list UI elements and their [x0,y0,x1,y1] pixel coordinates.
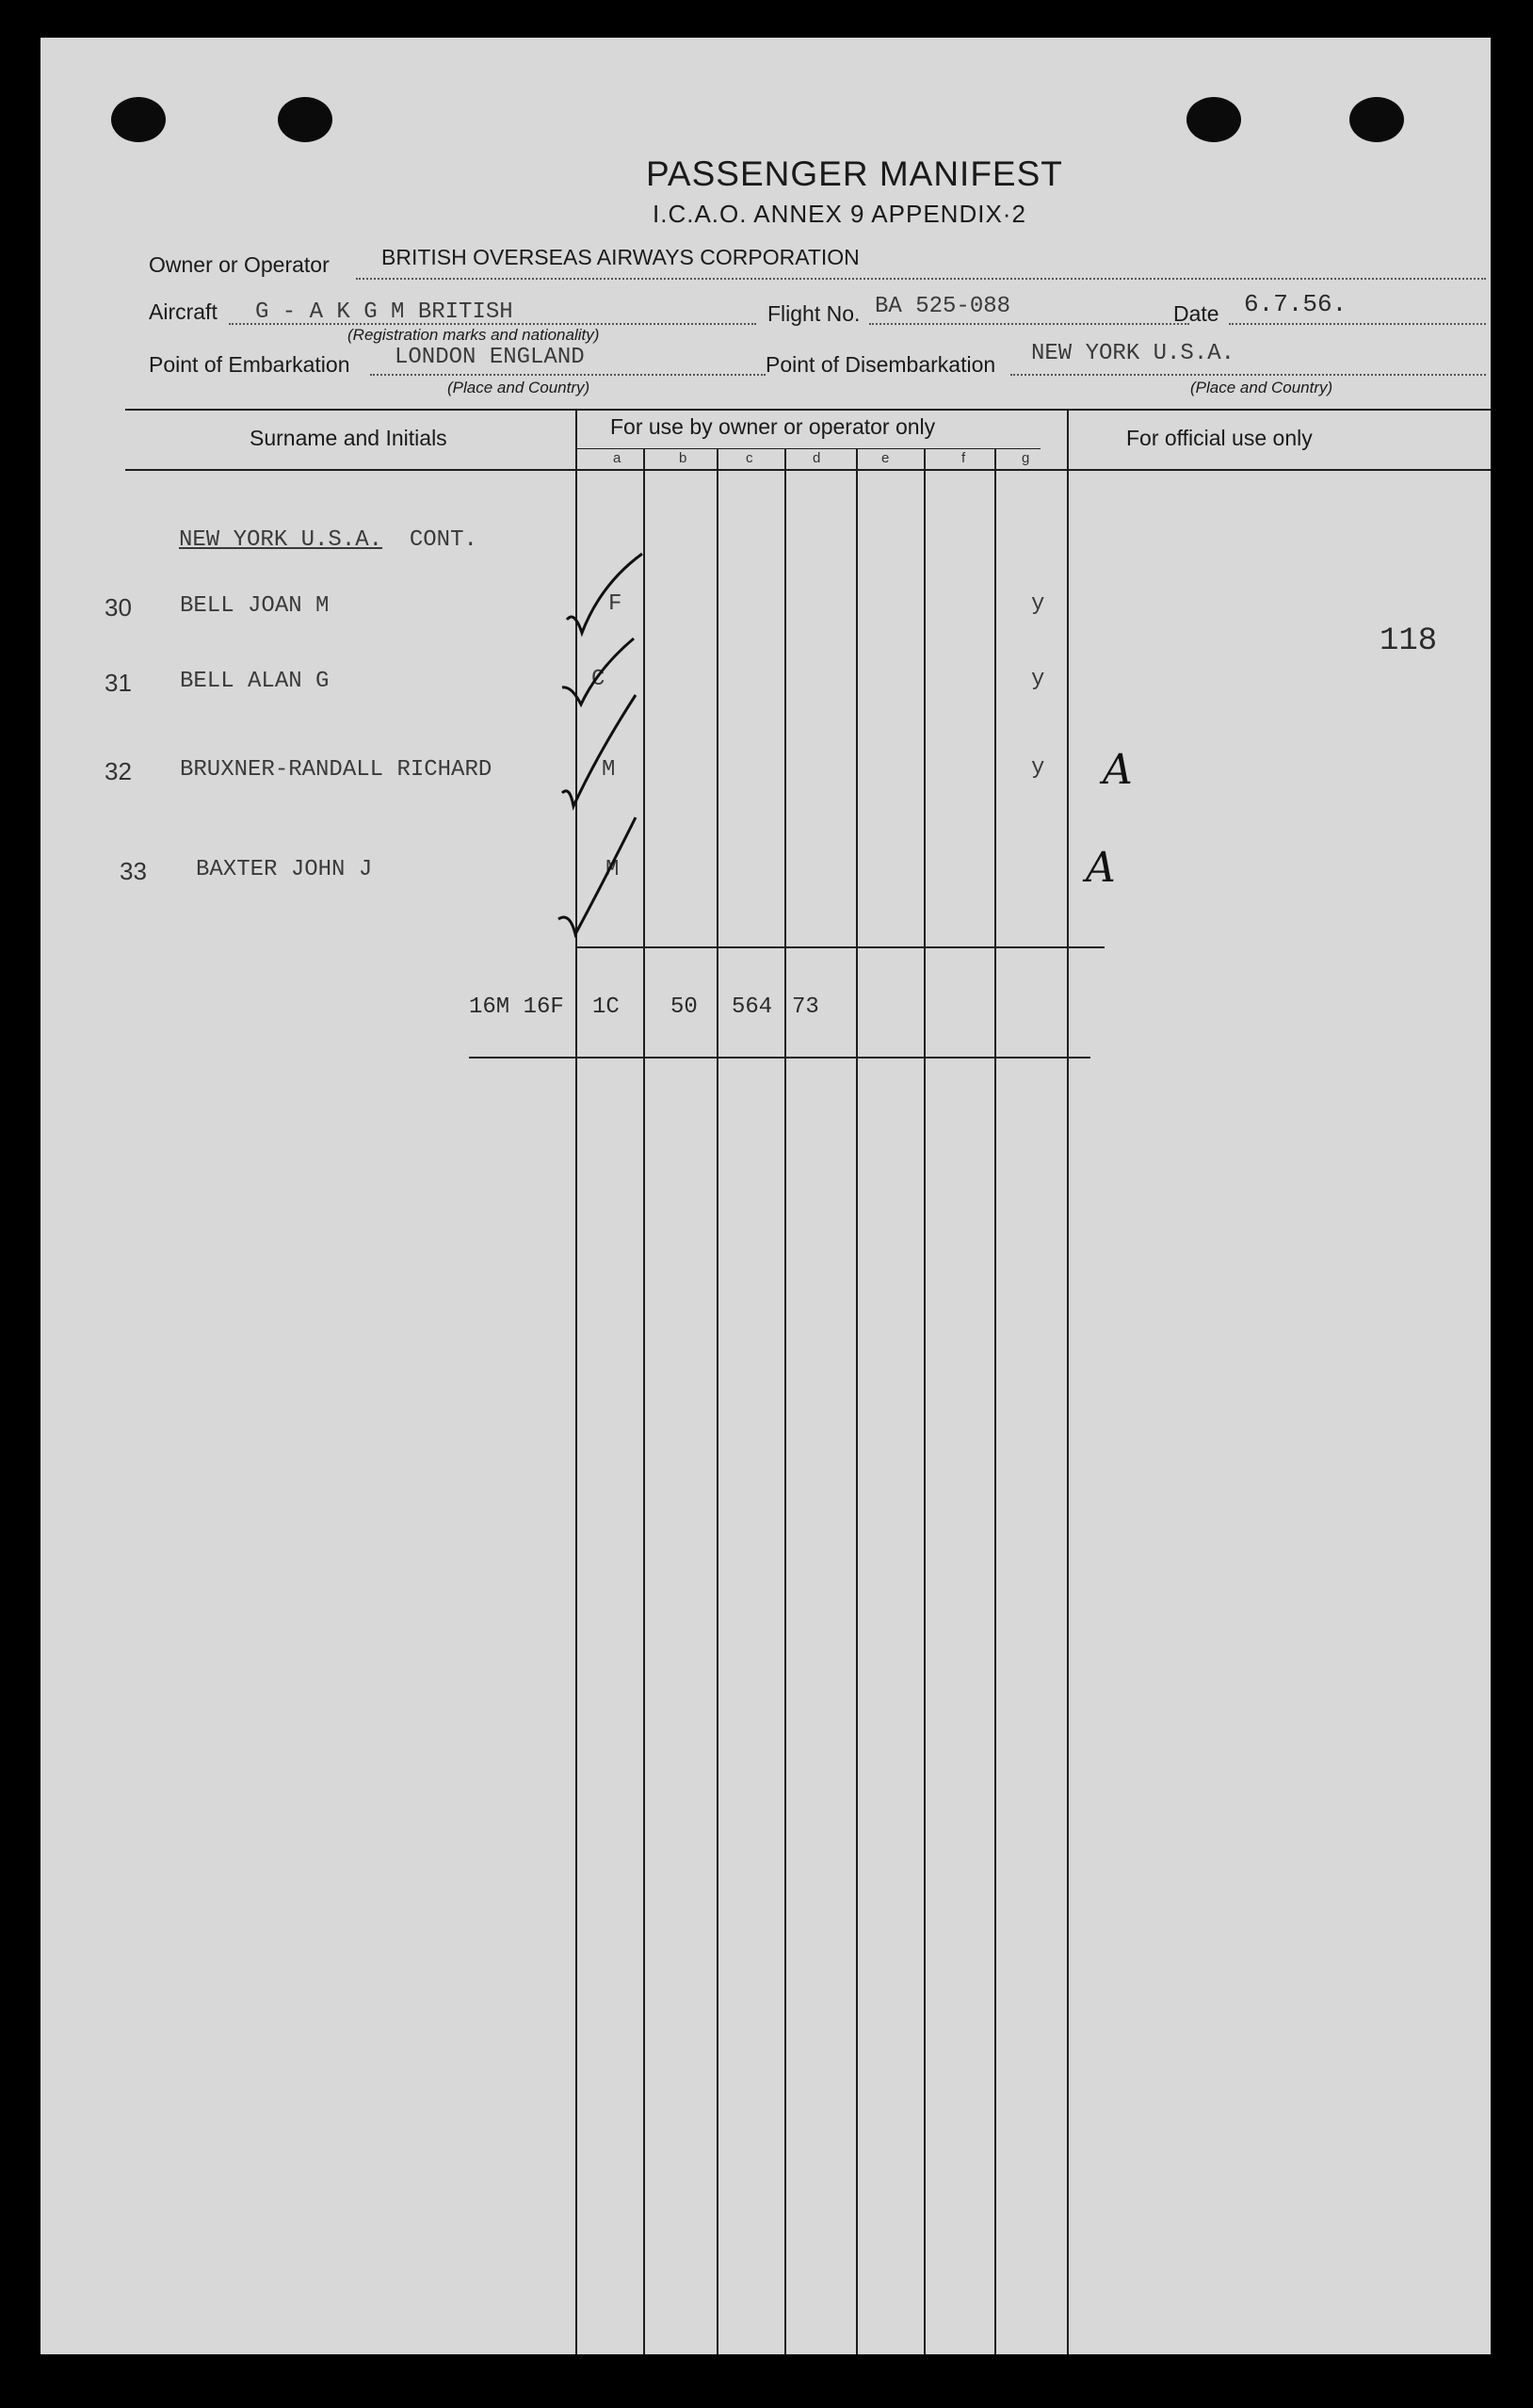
column-divider [924,448,926,2354]
cell-a: M [602,757,616,783]
disembarkation-label: Point of Disembarkation [766,352,996,377]
disembarkation-caption: (Place and Country) [1190,379,1333,396]
embarkation-label: Point of Embarkation [149,352,350,377]
column-letter-d: d [813,450,821,466]
official-annotation: A [1086,844,1116,892]
check-mark-icon [563,546,648,640]
header-bottom-rule [125,469,1491,471]
registration-caption: (Registration marks and nationality) [347,326,600,344]
row-number: 33 [120,857,147,885]
official-column-header: For official use only [1126,426,1313,450]
section-heading [179,527,477,553]
column-letter-e: e [881,450,890,466]
disembarkation-dotted-line [1010,374,1486,376]
cell-a: M [605,857,620,882]
column-letter-g: g [1022,450,1030,466]
column-letter-b: b [679,450,687,466]
owner-label: Owner or Operator [149,252,330,277]
cell-a: C [591,667,605,692]
date-label: Date [1173,301,1219,326]
page-number: 118 [1380,623,1438,659]
check-mark-icon [549,810,643,951]
column-divider [856,448,858,2354]
column-letter-c: c [746,450,753,466]
aircraft-label: Aircraft [149,299,218,324]
embarkation-value: LONDON ENGLAND [395,345,585,370]
document-subtitle: I.C.A.O. ANNEX 9 APPENDIX·2 [653,200,1026,228]
section-heading-place: NEW YORK U.S.A. [179,527,383,553]
aircraft-value: G - A K G M BRITISH [255,299,513,325]
column-divider [784,448,786,2354]
cell-a: F [608,591,622,617]
manifest-sheet [40,38,1491,2354]
row-number: 30 [105,593,132,622]
date-value: 6.7.56. [1244,290,1347,318]
totals-top-rule [575,946,1105,948]
disembarkation-value: NEW YORK U.S.A. [1031,341,1235,366]
column-divider [994,448,996,2354]
column-divider [717,448,718,2354]
section-heading-cont: CONT. [409,527,477,553]
flight-label: Flight No. [767,301,861,326]
column-letter-f: f [961,450,966,466]
column-divider [1067,409,1069,2354]
punch-hole-icon [278,97,332,142]
totals-a: 1C [592,994,620,1020]
official-annotation: A [1103,746,1133,794]
passenger-name: BELL JOAN M [180,593,330,619]
cell-g: y [1031,667,1045,692]
punch-hole-icon [111,97,166,142]
subheader-rule [577,448,1041,449]
flight-value: BA 525-088 [875,294,1011,319]
passenger-name: BAXTER JOHN J [196,857,373,882]
passenger-name: BELL ALAN G [180,669,330,694]
column-letter-a: a [613,450,621,466]
punch-hole-icon [1349,97,1404,142]
row-number: 31 [105,669,132,697]
cell-g: y [1031,755,1045,781]
flight-dotted-line [869,323,1189,325]
column-divider [643,448,645,2354]
row-number: 32 [105,757,132,785]
cell-g: y [1031,591,1045,617]
owner-value: BRITISH OVERSEAS AIRWAYS CORPORATION [381,245,860,269]
table-top-rule [125,409,1491,411]
totals-b: 50 [670,994,698,1020]
punch-hole-icon [1186,97,1241,142]
totals-c: 564 [732,994,773,1020]
totals-d: 73 [792,994,819,1020]
owner-dotted-line [356,278,1486,280]
check-mark-icon [549,687,643,819]
embarkation-caption: (Place and Country) [447,379,590,396]
totals-gender: 16M 16F [469,994,564,1020]
date-dotted-line [1229,323,1486,325]
document-title: PASSENGER MANIFEST [646,154,1063,193]
passenger-name: BRUXNER-RANDALL RICHARD [180,757,492,783]
embarkation-dotted-line [370,374,766,376]
operator-columns-header: For use by owner or operator only [610,414,936,439]
surname-column-header: Surname and Initials [250,426,447,450]
totals-bottom-rule [469,1057,1090,1059]
